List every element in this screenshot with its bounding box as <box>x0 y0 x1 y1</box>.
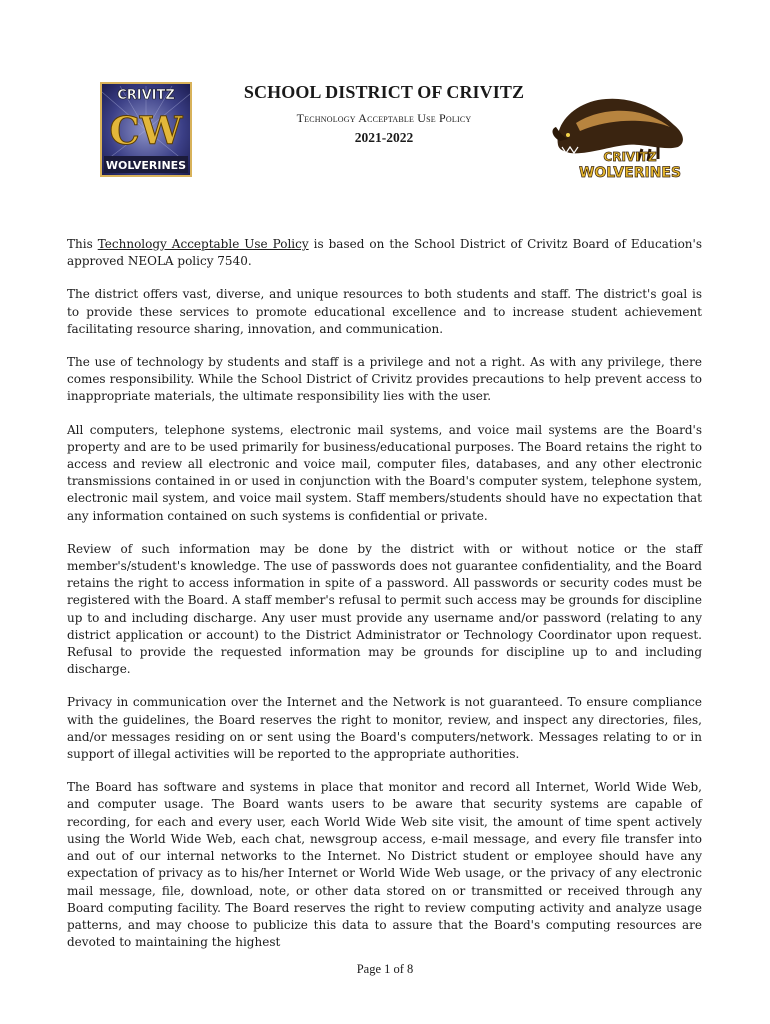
paragraph-review: Review of such information may be done by the district with or without notice or the staff member's/student's knowledge. The use of passwords does not guarantee confidentiality, and the Board retains the right to access information in spite of a password. All passwords or security codes must be registered with the Board. A staff member's refusal to permit such access may be grounds for discipline up to and including discharge. Any user must provide any username and/or password (relating to any district application or account) to the District Administrator or Technology Coordinator upon request. Refusal to provide the requested information may be grounds for discipline up to and including discharge. <box>67 541 702 677</box>
page-title: SCHOOL DISTRICT OF CRIVITZ <box>243 82 525 102</box>
page-number: Page 1 of 8 <box>356 962 414 976</box>
logo-left-top-text: CRIVITZ <box>117 88 175 103</box>
intro-after: is based on the School District of Crivitz Board of Education's approved NEOLA policy 7540. <box>67 237 702 269</box>
paragraph-intro <box>67 236 702 270</box>
paragraph-board-property: All computers, telephone systems, electronic mail systems, and voice mail systems are the Board's property and are to be used primarily for business/educational purposes. The Board retains the right to access and review all electronic and voice mail, computer files, databases, and any other electronic transmissions contained in or used in conjunction with the Board's computer system, telephone system, electronic mail system, and voice mail system. Staff members/students should have no expectation that any information contained on such systems is confidential or private. <box>67 422 702 523</box>
policy-title-link: Technology Acceptable Use Policy <box>97 237 309 251</box>
paragraph-privilege: The use of technology by students and staff is a privilege and not a right. As with any privilege, there comes responsibility. While the School District of Crivitz provides precautions to help prevent access to inappropriate materials, the ultimate responsibility lies with the user. <box>67 355 702 404</box>
logo-left-bottom-text: WOLVERINES <box>105 159 187 172</box>
logo-left-monogram: CW <box>109 108 183 153</box>
paragraph-monitoring: The Board has software and systems in place that monitor and record all Internet, World Wide Web, and computer usage. The Board wants users to be aware that security systems are capable of recording, for each and every user, each World Wide Web site visit, the amount of time spent actively using the World Wide Web, each chat, newsgroup access, e-mail message, and every file transfer into and out of our internal networks to the Internet. No District student or employee should have any expectation of privacy as to his/her Internet or World Wide Web usage, or the privacy of any electronic mail message, file, download, note, or other data stored on or transmitted or received through any Board computing facility. The Board reserves the right to review computing activity and analyze usage patterns, and may choose to publicize this data to assure that the Board's computing resources are devoted to maintaining the highest <box>67 780 702 950</box>
policy-subtitle: Technology Acceptable Use Policy <box>296 111 472 125</box>
logo-right-line1: CRIVITZ <box>603 150 657 164</box>
school-year: 2021-2022 <box>354 130 414 145</box>
paragraph-resources: The district offers vast, diverse, and unique resources to both students and staff. The district's goal is to provide these services to promote educational excellence and to increase student achievement facilitating resource sharing, innovation, and communication. <box>67 287 702 336</box>
document-header <box>200 82 568 146</box>
wolverine-mascot-logo <box>546 93 696 183</box>
crivitz-cw-logo <box>100 82 192 177</box>
paragraph-privacy: Privacy in communication over the Internet and the Network is not guaranteed. To ensure compliance with the guidelines, the Board reserves the right to monitor, review, and inspect any directories, files, and/or messages residing on or sent using the Board's computers/network. Messages relating to or in support of illegal activities will be reported to the appropriate authorities. <box>67 695 702 762</box>
intro-before: This <box>67 237 98 251</box>
logo-right-line2: WOLVERINES <box>578 165 682 181</box>
policy-body <box>67 236 702 967</box>
